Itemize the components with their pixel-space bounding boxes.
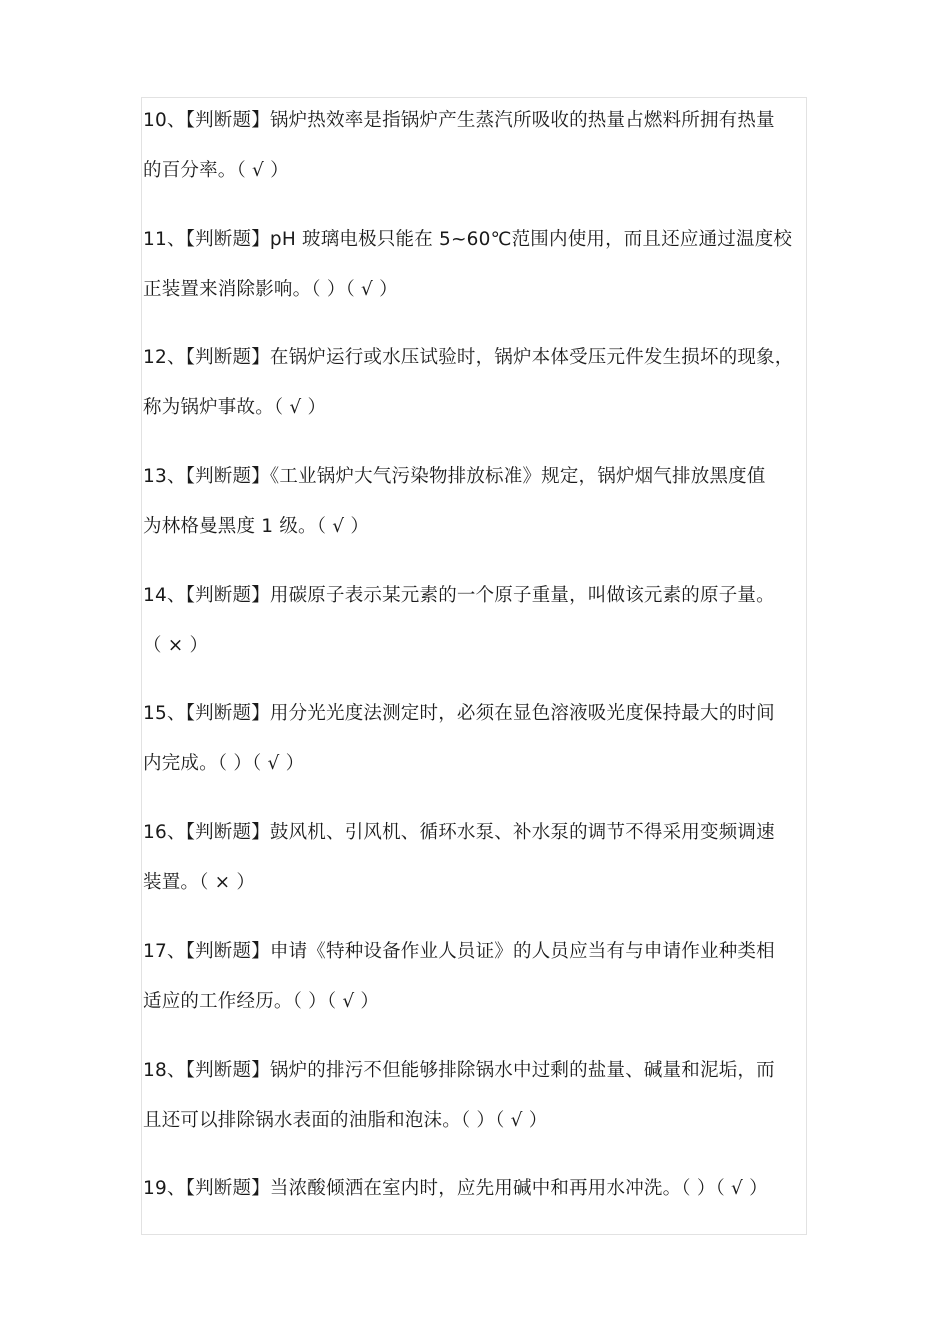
- question-item: [143, 333, 823, 452]
- question-text-line: 内完成。（ ）（ √ ）: [143, 753, 305, 775]
- question-text-line: 且还可以排除锅水表面的油脂和泡沫。（ ）（ √ ）: [143, 1109, 548, 1131]
- question-item: [143, 808, 823, 927]
- question-text-line: 13、【判断题】《工业锅炉大气污染物排放标准》规定，锅炉烟气排放黑度值: [143, 466, 766, 488]
- question-text-line: 14、【判断题】用碳原子表示某元素的一个原子重量，叫做该元素的原子量。: [143, 584, 775, 606]
- question-item: [143, 452, 823, 571]
- question-text-line: 的百分率。（ √ ）: [143, 160, 289, 181]
- question-text-line: 10、【判断题】锅炉热效率是指锅炉产生蒸汽所吸收的热量占燃料所拥有热量: [143, 110, 775, 131]
- question-text-line: 12、【判断题】在锅炉运行或水压试验时，锅炉本体受压元件发生损坏的现象，: [143, 347, 794, 369]
- question-text-line: 18、【判断题】锅炉的排污不但能够排除锅水中过剩的盐量、碱量和泥垢，而: [143, 1059, 775, 1081]
- question-item: [143, 689, 823, 808]
- question-list: [143, 96, 823, 1283]
- question-text-line: （ × ）: [143, 634, 209, 656]
- question-item: [143, 215, 823, 334]
- question-text-line: 17、【判断题】申请《特种设备作业人员证》的人员应当有与申请作业种类相: [143, 940, 775, 962]
- question-text-line: 装置。（ × ）: [143, 872, 256, 894]
- question-text-line: 15、【判断题】用分光光度法测定时，必须在显色溶液吸光度保持最大的时间: [143, 703, 775, 725]
- question-item: [143, 1164, 823, 1283]
- question-text-line: 16、【判断题】鼓风机、引风机、循环水泵、补水泵的调节不得采用变频调速: [143, 822, 775, 844]
- question-text-line: 称为锅炉事故。（ √ ）: [143, 397, 327, 419]
- question-text-line: 为林格曼黑度 1 级。（ √ ）: [143, 516, 370, 538]
- question-text-line: 适应的工作经历。（ ）（ √ ）: [143, 990, 380, 1012]
- question-text-line: 正装置来消除影响。（ ）（ √ ）: [143, 278, 398, 300]
- question-item: [143, 1046, 823, 1165]
- question-item: [143, 96, 823, 215]
- question-item: [143, 927, 823, 1046]
- question-text-line: 19、【判断题】当浓酸倾洒在室内时，应先用碱中和再用水冲洗。（ ）（ √ ）: [143, 1178, 768, 1200]
- question-text-line: [143, 1214, 823, 1264]
- question-text-line: 11、【判断题】pH 玻璃电极只能在 5~60℃范围内使用，而且还应通过温度校: [143, 228, 793, 250]
- question-item: [143, 571, 823, 690]
